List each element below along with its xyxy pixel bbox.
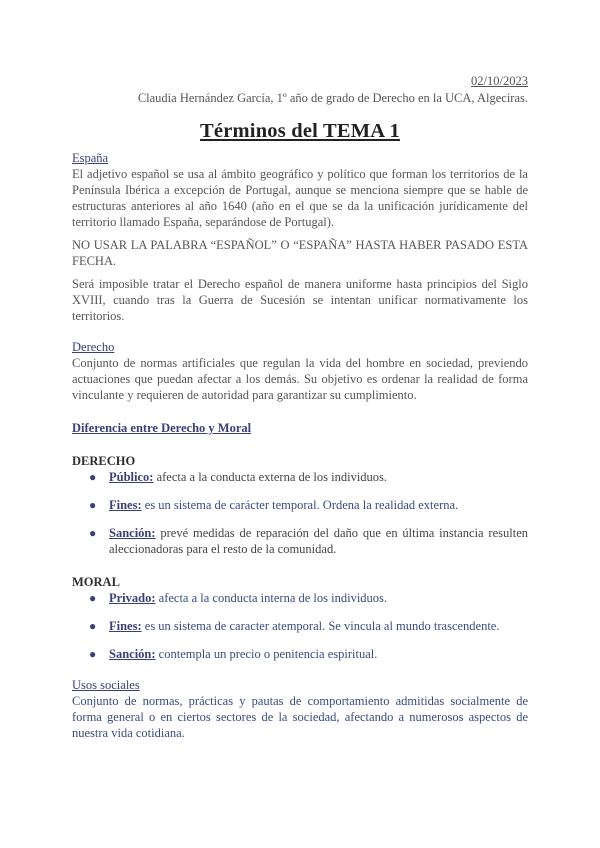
list-item-term: Privado: xyxy=(109,591,156,605)
bullet-icon: ● xyxy=(89,591,97,605)
list-item-desc: afecta a la conducta interna de los individuos. xyxy=(155,591,388,605)
list-item-term: Sanción: xyxy=(109,526,156,540)
bullet-icon: ● xyxy=(89,619,97,633)
usos-paragraph: Conjunto de normas, prácticas y pautas de comportamiento admitidas socialmente de forma general o en ciertos sectores de la sociedad, afectando a numerosos aspectos de nuestra vida cotidiana. xyxy=(72,694,528,740)
list-item-term: Sanción: xyxy=(109,647,156,661)
bullet-icon: ● xyxy=(89,647,97,661)
list-item-term: Fines: xyxy=(109,498,142,512)
document-header xyxy=(138,73,528,107)
derecho-paragraph: Conjunto de normas artificiales que regulan la vida del hombre en sociedad, previendo actuaciones que puedan afectar a los demás. Su objetivo es ordenar la realidad de forma vinculante y requieren de autoridad para garantizar su cumplimiento. xyxy=(72,356,528,402)
moral-label: MORAL xyxy=(72,575,120,589)
list-item-term: Público: xyxy=(109,470,154,484)
moral-list xyxy=(72,590,528,662)
espana-paragraph-1: El adjetivo español se usa al ámbito geográfico y político que forman los territorios de la Península Ibérica a excepción de Portugal, aunque se menciona siempre que se hable de estructuras anteriores al año 1640 (año en el que se da la unificación jurídicamente del territorio llamado España, separándose de Portugal). xyxy=(72,167,528,229)
section-heading-usos-sociales: Usos sociales xyxy=(72,678,140,692)
derecho-list xyxy=(72,469,528,557)
date: 02/10/2023 xyxy=(471,74,528,88)
section-heading-espana: España xyxy=(72,151,109,165)
list-item xyxy=(72,646,528,662)
bullet-icon: ● xyxy=(89,526,97,540)
page-title: Términos del TEMA 1 xyxy=(200,120,400,142)
bullet-icon: ● xyxy=(89,470,97,484)
section-heading-derecho: Derecho xyxy=(72,340,115,354)
list-item-desc: es un sistema de caracter atemporal. Se vincula al mundo trascendente. xyxy=(141,619,500,633)
list-item-term: Fines: xyxy=(109,619,142,633)
author-line: Claudia Hernández García, 1º año de grado de Derecho en la UCA, Algeciras. xyxy=(137,91,528,105)
list-item-desc: afecta a la conducta externa de los individuos. xyxy=(153,470,388,484)
section-heading-diferencia: Diferencia entre Derecho y Moral xyxy=(72,421,252,435)
derecho-label: DERECHO xyxy=(72,454,136,468)
list-item xyxy=(72,497,528,513)
list-item xyxy=(72,525,528,557)
document-body xyxy=(72,150,528,741)
list-item-desc: contempla un precio o penitencia espiritual. xyxy=(155,647,378,661)
espana-paragraph-2: NO USAR LA PALABRA “ESPAÑOL” O “ESPAÑA” HASTA HABER PASADO ESTA FECHA. xyxy=(72,238,528,268)
bullet-icon: ● xyxy=(89,498,97,512)
espana-paragraph-3: Será imposible tratar el Derecho español de manera uniforme hasta principios del Siglo XVIII, cuando tras la Guerra de Sucesión se intentan unificar normativamente los territorios. xyxy=(72,277,528,323)
list-item-desc: es un sistema de carácter temporal. Ordena la realidad externa. xyxy=(141,498,459,512)
list-item xyxy=(72,618,528,634)
list-item xyxy=(72,590,528,606)
list-item xyxy=(72,469,528,485)
list-item-desc: prevé medidas de reparación del daño que en última instancia resulten aleccionadoras para el resto de la comunidad. xyxy=(109,526,528,556)
